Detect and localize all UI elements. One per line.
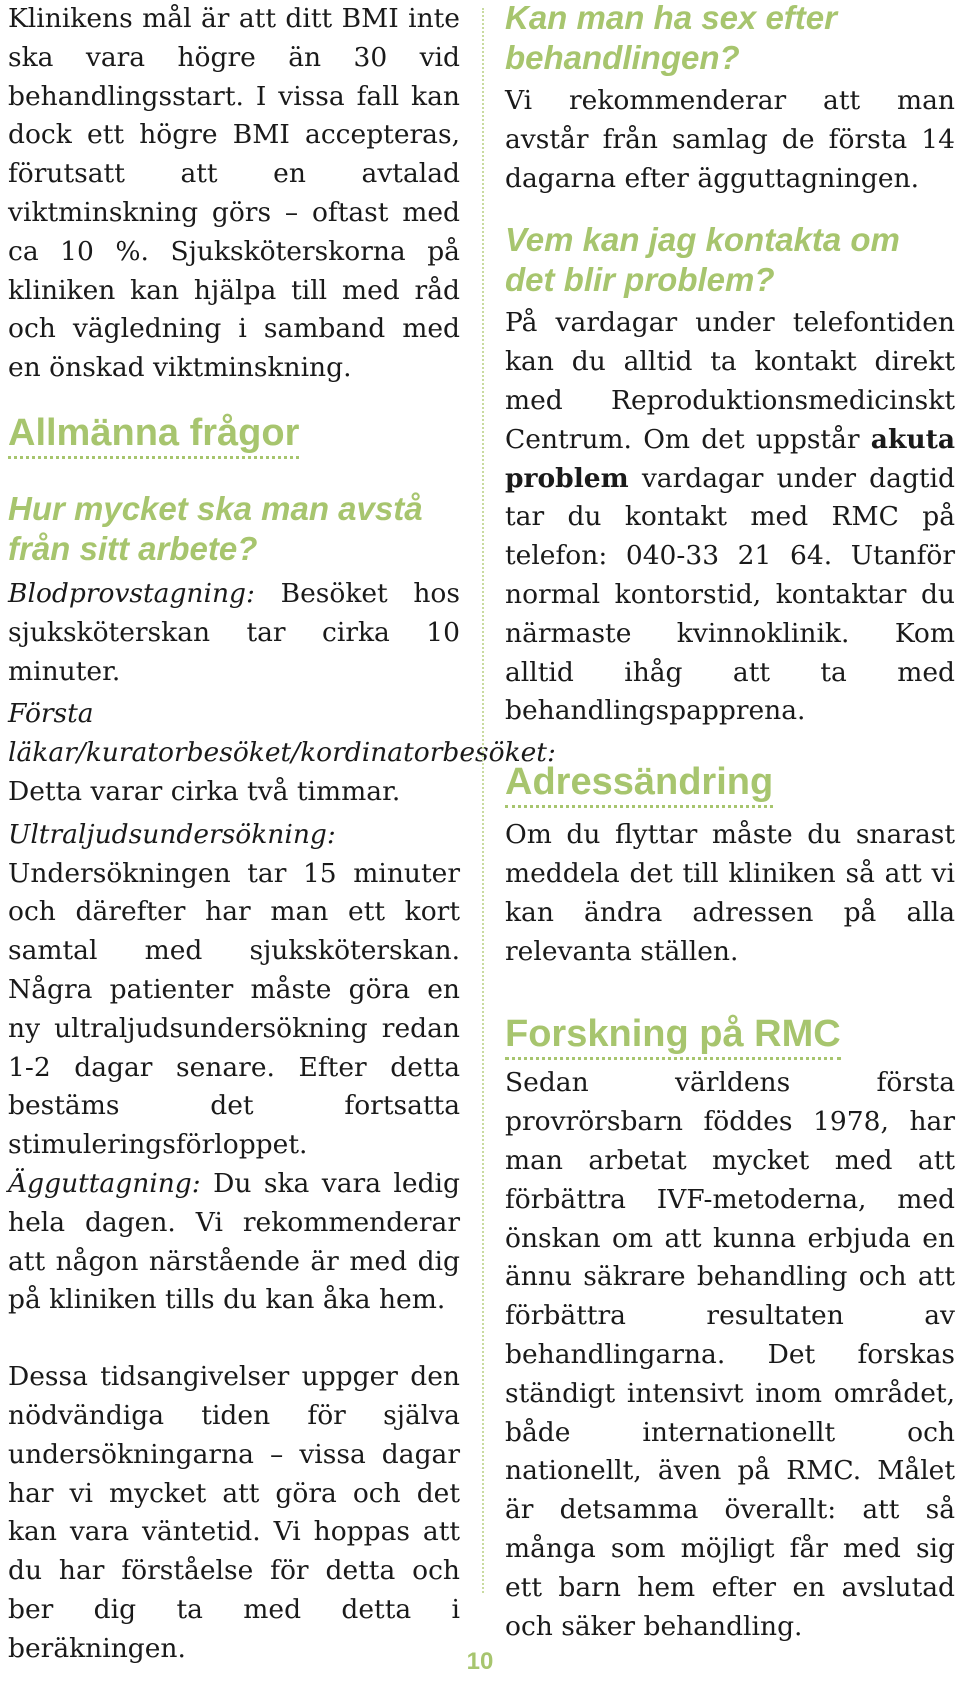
answer-contact-part1: På vardagar under telefontiden kan du alltid ta kontakt direkt med Reproduktionsmedicinskt Centrum. Om det uppstår: [505, 307, 955, 455]
page-number: 10: [466, 1648, 494, 1675]
right-column: [505, 0, 955, 1646]
question-work-absence: Hur mycket ska man avstå från sitt arbete?: [8, 489, 423, 567]
question-contact: Vem kan jag kontakta om det blir problem?: [505, 221, 900, 299]
answer-contact-part2: vardagar under dagtid tar du kontakt med RMC på telefon: 040-33 21 64. Utanför normal kontorstid, kontaktar du närmaste kvinnoklinik. Kom alltid ihåg att ta med behandlingspapprena.: [505, 462, 955, 727]
item-label: Första läkar/kuratorbesöket/kordinatorbesöket:: [8, 698, 556, 769]
research-paragraph: Sedan världens första provrörsbarn föddes 1978, har man arbetat mycket med att förbättra IVF-metoderna, med önskan om att kunna erbjuda en ännu säkrare behandling och att förbättra resultaten av behandlingarna. Det forskas ständigt intensivt inom området, både internationellt och nationellt, även på RMC. Målet är detsamma överallt: att så många som möjligt får med sig ett barn hem efter en avslutad och säker behandling.: [505, 1067, 955, 1642]
left-column: [8, 0, 556, 1668]
item-ultrasound: [8, 816, 460, 1165]
address-heading-wrap: [505, 759, 955, 808]
answer-contact-emphasis: akuta problem: [505, 423, 955, 494]
item-text: Du ska vara ledig hela dagen. Vi rekommenderar att någon närstående är med dig på kliniken tills du kan åka hem.: [8, 1167, 460, 1316]
item-label: Ultraljudsundersökning:: [8, 818, 336, 850]
item-text: Detta varar cirka två timmar.: [8, 775, 401, 807]
answer-sex-after-treatment: Vi rekommenderar att man avstår från samlag de första 14 dagarna efter ägguttagningen.: [505, 85, 955, 194]
item-blood-test: [8, 575, 460, 691]
item-label: Ägguttagning:: [8, 1167, 201, 1199]
closing-paragraph: Dessa tidsangivelser uppger den nödvändiga tiden för själva undersökningarna – vissa dagar har vi mycket att göra och det kan vara väntetid. Vi hoppas att du har förståelse för detta och ber dig ta med detta i beräkningen.: [8, 1361, 460, 1664]
heading-research: Forskning på RMC: [505, 1011, 841, 1060]
column-divider: [482, 8, 484, 1593]
item-label: Blodprovstagning:: [8, 577, 255, 609]
section-heading-general-questions: Allmänna frågor: [8, 410, 299, 459]
question-sex-after-treatment: Kan man ha sex efter behandlingen?: [505, 0, 837, 76]
intro-paragraph: Klinikens mål är att ditt BMI inte ska vara högre än 30 vid behandlingsstart. I vissa fall kan dock ett högre BMI accepteras, förutsatt att en avtalad viktminskning görs – oftast med ca 10 %. Sjuksköterskorna på kliniken kan hjälpa till med råd och vägledning i samband med en önskad viktminskning.: [8, 3, 460, 384]
address-paragraph: Om du flyttar måste du snarast meddela det till kliniken så att vi kan ändra adressen på alla relevanta ställen.: [505, 819, 955, 967]
heading-address-change: Adressändring: [505, 759, 773, 808]
item-text: Undersökningen tar 15 minuter och därefter har man ett kort samtal med sjuksköterskan. Några patienter måste göra en ny ultraljudsundersökning redan 1-2 dagar senare. Efter detta bestäms det fortsatta stimuleringsförloppet.: [8, 857, 460, 1161]
research-heading-wrap: [505, 1011, 955, 1060]
answer-contact: [505, 304, 955, 731]
item-egg-retrieval: [8, 1165, 460, 1320]
item-first-visit: [8, 695, 556, 811]
section-heading-wrap: [8, 410, 460, 459]
item-text: Besöket hos sjuksköterskan tar cirka 10 minuter.: [8, 577, 460, 687]
